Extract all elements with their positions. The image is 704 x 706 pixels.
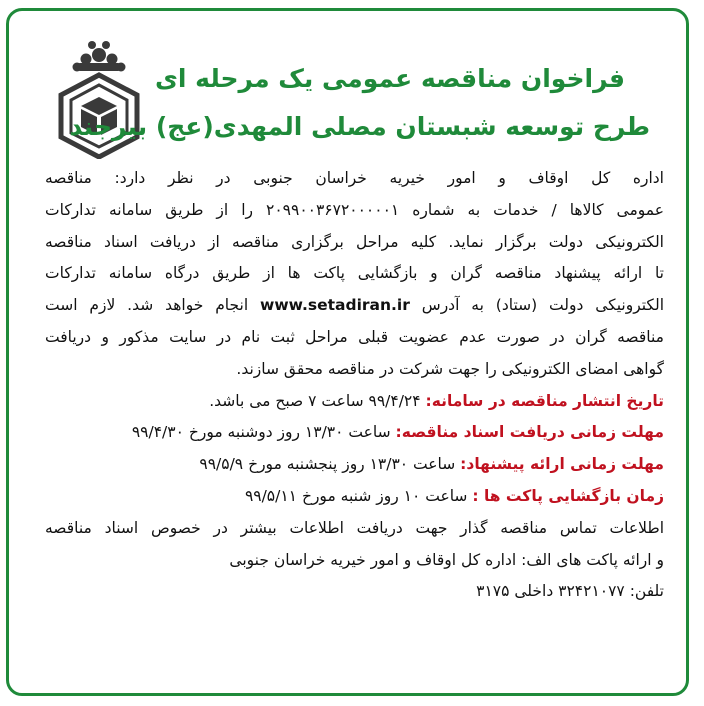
title-line-1: فراخوان مناقصه عمومی یک مرحله ای [154, 64, 625, 93]
docs-deadline-label: مهلت زمانی دریافت اسناد مناقصه: [395, 423, 664, 442]
intro-line-2: عمومی کالاها / خدمات به شماره ۲۰۹۹۰۰۳۶۷۲۰۰۰۰۰۱ را از طریق سامانه تدارکات [45, 200, 664, 219]
intro-line-1: اداره کل اوقاف و امور خیریه خراسان جنوبی در نظر دارد: مناقصه [45, 169, 664, 187]
setadiran-link[interactable]: www.setadiran.ir [260, 296, 410, 315]
contact-line-1: اطلاعات تماس مناقصه گذار جهت دریافت اطلاعات بیشتر در خصوص اسناد مناقصه [45, 518, 664, 537]
offer-deadline-row [45, 449, 664, 481]
publish-date-row [45, 386, 664, 418]
intro-line-5-start: الکترونیکی دولت (ستاد) به آدرس [421, 296, 664, 315]
intro-line-3: الکترونیکی دولت برگزار نماید. کلیه مراحل برگزاری مناقصه از دریافت اسناد مناقصه [45, 232, 664, 251]
offer-deadline-value: ساعت ۱۳/۳۰ روز پنجشنبه مورخ ۹۹/۵/۹ [199, 455, 456, 474]
title-line-2: طرح توسعه شبستان مصلی المهدی(عج) بیرجند [69, 112, 650, 141]
announcement-title [69, 55, 650, 151]
docs-deadline-value: ساعت ۱۳/۳۰ روز دوشنبه مورخ ۹۹/۴/۳۰ [131, 423, 391, 442]
publish-date-value: ۹۹/۴/۲۴ ساعت ۷ صبح می باشد. [209, 391, 421, 410]
intro-line-5 [45, 290, 664, 322]
intro-line-4: تا ارائه پیشنهاد مناقصه گران و بازگشایی پاکت ها از طریق درگاه سامانه تدارکات [45, 264, 664, 283]
announcement-frame [6, 8, 689, 696]
contact-phone: تلفن: ۳۲۴۲۱۰۷۷ داخلی ۳۱۷۵ [476, 582, 664, 601]
intro-line-5-end: انجام خواهد شد. لازم است [45, 296, 249, 315]
opening-date-label: زمان بازگشایی پاکت ها : [472, 486, 664, 505]
announcement-body [45, 163, 664, 608]
opening-date-row [45, 481, 664, 513]
opening-date-value: ساعت ۱۰ روز شنبه مورخ ۹۹/۵/۱۱ [244, 486, 468, 505]
intro-line-7: گواهی امضای الکترونیکی را جهت شرکت در مناقصه محقق سازند. [236, 359, 664, 378]
intro-line-6: مناقصه گران در صورت عدم عضویت قبلی مراحل ثبت نام در سایت مذکور و دریافت [45, 327, 664, 346]
docs-deadline-row [45, 417, 664, 449]
publish-date-label: تاریخ انتشار مناقصه در سامانه: [425, 391, 664, 410]
offer-deadline-label: مهلت زمانی ارائه پیشنهاد: [460, 455, 664, 474]
contact-line-2: و ارائه پاکت های الف: اداره کل اوقاف و امور خیریه خراسان جنوبی [229, 550, 664, 569]
